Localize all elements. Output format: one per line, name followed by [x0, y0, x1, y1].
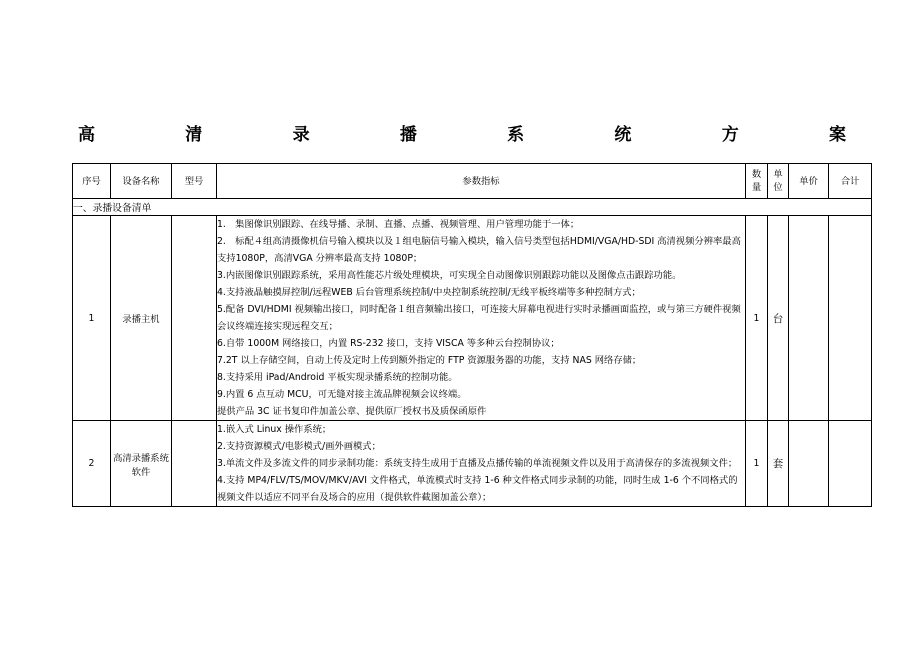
header-price: 单价: [789, 164, 829, 199]
header-params: 参数指标: [217, 164, 746, 199]
row-params: [217, 216, 746, 421]
header-qty: 数 量: [746, 164, 768, 199]
title-char: 统: [614, 124, 632, 145]
row-price: [789, 421, 829, 507]
row-qty: 1: [746, 421, 768, 507]
param-line: 3.内嵌图像识别跟踪系统，采用高性能芯片级处理模块，可实现全自动图像识别跟踪功能以及图像点击跟踪功能。: [217, 270, 682, 281]
param-line: 4.支持液晶触摸屏控制/远程WEB 后台管理系统控制/中央控制系统控制/无线平板终端等多种控制方式；: [217, 287, 641, 298]
title-char: 系: [507, 124, 525, 145]
row-model: [172, 216, 217, 421]
param-line: 提供产品 3C 证书复印件加盖公章、提供原厂授权书及质保函原件: [217, 406, 487, 417]
header-total: 合计: [829, 164, 872, 199]
param-line: 8.支持采用 iPad/Android 平板实现录播系统的控制功能。: [217, 372, 458, 383]
header-unit: 单 位: [768, 164, 789, 199]
table-row: [73, 216, 872, 421]
header-name: 设备名称: [111, 164, 172, 199]
header-model: 型号: [172, 164, 217, 199]
section-row: [73, 199, 872, 216]
row-unit: 台: [768, 216, 789, 421]
param-line: 4.支持 MP4/FLV/TS/MOV/MKV/AVI 文件格式，单流模式时支持 1-6 种文件格式同步录制的功能，同时生成 1-6 个不同格式的视频文件以适应不同平台及场合的应用（提供软件截图加盖公章）；: [217, 475, 738, 503]
row-name: 录播主机: [111, 216, 172, 421]
param-line: 3.单流文件及多流文件的同步录制功能：系统支持生成用于直播及点播传输的单流视频文件以及用于高清保存的多流视频文件；: [217, 458, 738, 469]
document-title: [78, 120, 846, 144]
title-char: 清: [185, 124, 203, 145]
title-char: 案: [828, 124, 846, 145]
row-total: [829, 421, 872, 507]
row-qty: 1: [746, 216, 768, 421]
table-row: [73, 421, 872, 507]
param-line: 2.支持资源模式/电影模式/画外画模式；: [217, 441, 381, 452]
row-model: [172, 421, 217, 507]
param-line: 7.2T 以上存储空间，自动上传及定时上传到额外指定的 FTP 资源服务器的功能，支持 NAS 网络存储；: [217, 355, 642, 366]
header-seq: 序号: [73, 164, 111, 199]
param-line: 6.自带 1000M 网络接口，内置 RS-232 接口，支持 VISCA 等多种云台控制协议；: [217, 338, 560, 349]
section-title: 一、录播设备清单: [73, 199, 872, 216]
title-char: 录: [292, 124, 310, 145]
param-line: 2. 标配４组高清摄像机信号输入模块以及１组电脑信号输入模块，输入信号类型包括HDMI/VGA/HD-SDI 高清视频分辨率最高支持1080P，高清VGA 分辨率最高支持 1080P；: [217, 236, 741, 264]
title-char: 播: [399, 124, 417, 145]
row-seq: 1: [73, 216, 111, 421]
header-row: [73, 164, 872, 199]
row-total: [829, 216, 872, 421]
equipment-table: [72, 163, 872, 507]
row-price: [789, 216, 829, 421]
param-line: 1. 集图像识别跟踪、在线导播、录制、直播、点播、视频管理、用户管理功能于一体；: [217, 219, 580, 230]
param-line: 5.配备 DVI/HDMI 视频输出接口，同时配备１组音频输出接口，可连接大屏幕电视进行实时录播画面监控，或与第三方硬件视频会议终端连接实现远程交互；: [217, 304, 741, 332]
row-name: 高清录播系统软件: [111, 421, 172, 507]
row-params: [217, 421, 746, 507]
param-line: 1.嵌入式 Linux 操作系统；: [217, 424, 332, 435]
title-char: 方: [721, 124, 739, 145]
row-unit: 套: [768, 421, 789, 507]
row-seq: 2: [73, 421, 111, 507]
title-char: 高: [78, 124, 95, 145]
param-line: 9.内置 6 点互动 MCU，可无缝对接主流品牌视频会议终端。: [217, 389, 467, 400]
